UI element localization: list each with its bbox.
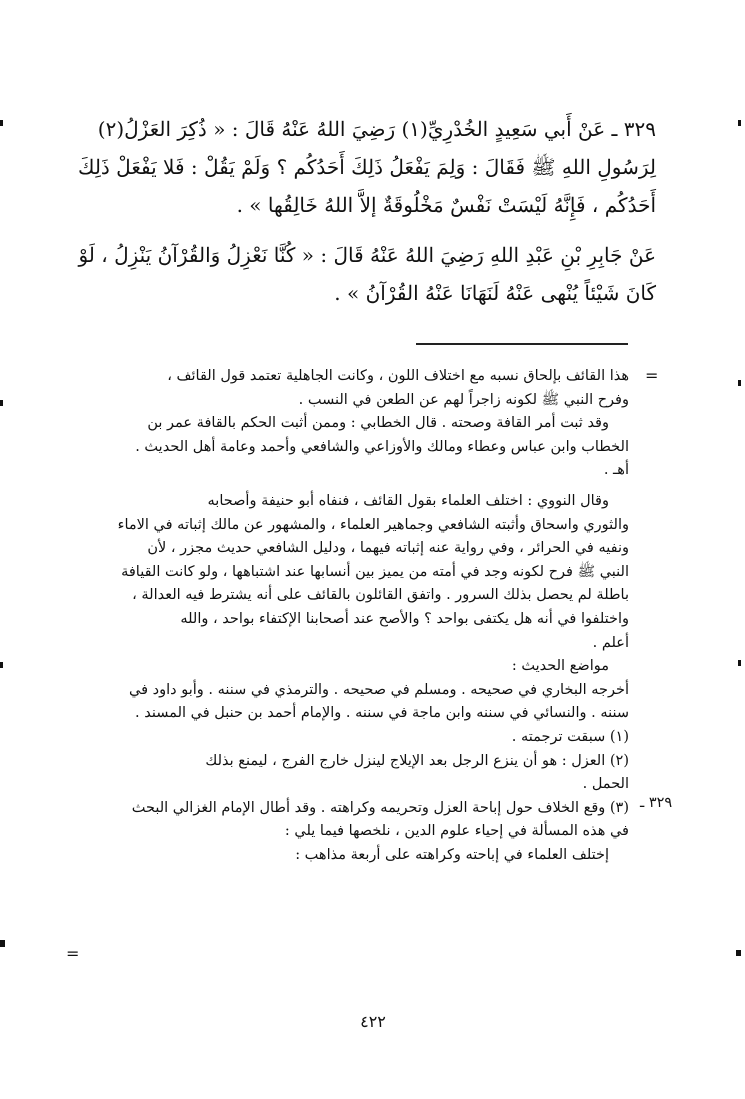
footnote-line: في هذه المسألة في إحياء علوم الدين ، نلخصها فيما يلي : bbox=[284, 823, 629, 840]
footnote-line: أهـ . bbox=[603, 462, 629, 479]
footnote-line: ونفيه في الحرائر ، وفي رواية عنه إثباته فيهما ، ودليل الشافعي حديث مجزر ، لأن bbox=[147, 540, 629, 557]
footnote-line: أخرجه البخاري في صحيحه . ومسلم في صحيحه . والترمذي في سننه . وأبو داود في bbox=[129, 681, 629, 698]
continuation-marker-bottom: = bbox=[66, 944, 80, 963]
footnote-2: (٢) العزل : هو أن ينزع الرجل بعد الإيلاج لينزل خارج الفرج ، ليمنع بذلك bbox=[205, 752, 629, 769]
footnote-heading: مواضع الحديث : bbox=[511, 658, 609, 675]
scan-mark bbox=[738, 660, 741, 666]
footnote-1: (١) سبقت ترجمته . bbox=[511, 728, 629, 745]
footnote-line: الحمل . bbox=[582, 776, 629, 793]
continuation-marker-top: = bbox=[645, 366, 659, 385]
hadith-329-line-1: ٣٢٩ ـ عَنْ أَبي سَعِيدٍ الخُدْرِيِّ(١) رَضِيَ اللهُ عَنْهُ قَالَ : « ذُكِرَ العَزْلُ(٢) bbox=[97, 117, 656, 141]
footnote-line: أعلم . bbox=[592, 634, 629, 651]
hadith-jabir bbox=[74, 236, 656, 312]
footnote-line: إختلف العلماء في إباحته وكراهته على أربعة مذاهب : bbox=[295, 846, 609, 863]
footnote-line: النبي ﷺ فرح لكونه وجد في أمته من يميز بين أنسابها عند اشتباهها ، ولو كانت القيافة bbox=[121, 563, 629, 580]
scan-mark bbox=[0, 400, 3, 406]
footnote-line: الخطاب وابن عباس وعطاء ومالك والأوزاعي والشافعي وأحمد وعامة أهل الحديث . bbox=[135, 438, 629, 455]
footnote-hadith-number: ٣٢٩ ـ bbox=[640, 795, 673, 811]
scan-mark bbox=[0, 120, 3, 126]
footnote-line: والثوري واسحاق وأثبته الشافعي وجماهير العلماء ، والمشهور عن مالك إثباته في الاماء bbox=[117, 516, 629, 533]
footnote-line: واختلفوا في أنه هل يكتفى بواحد ؟ والأصح عند أصحابنا الإكتفاء بواحد ، والله bbox=[180, 610, 629, 627]
hadith-jabir-line-1: عَنْ جَابِرِ بْنِ عَبْدِ اللهِ رَضِيَ اللهُ عَنْهُ قَالَ : « كُنَّا نَعْزِلُ وَالقُرْآنُ يَنْزِلُ ، لَوْ bbox=[78, 243, 656, 267]
scan-mark bbox=[0, 940, 5, 947]
footnote-line: سننه . والنسائي في سننه وابن ماجة في سننه . والإمام أحمد بن حنبل في المسند . bbox=[135, 705, 629, 722]
footnote-3: (٣) وقع الخلاف حول إباحة العزل وتحريمه وكراهته . وقد أطال الإمام الغزالي البحث bbox=[131, 799, 629, 816]
hadith-329-line-2: لِرَسُولِ اللهِ ﷺ فَقَالَ : وَلِمَ يَفْعَلُ ذَلِكَ أَحَدُكُم ؟ وَلَمْ يَقُلْ : فَلا يَفْعَلْ ذَلِكَ bbox=[77, 155, 656, 179]
footnote-line: وقال النووي : اختلف العلماء بقول القائف ، فنفاه أبو حنيفة وأصحابه bbox=[207, 492, 609, 509]
footnote-line: باطلة لم يحصل بذلك السرور . واتفق القائلون بالقائف على أنه يشترط فيه العدالة ، bbox=[132, 587, 629, 604]
scan-mark bbox=[736, 950, 741, 956]
footnote-separator bbox=[416, 343, 628, 345]
footnote-line: وقد ثبت أمر القافة وصحته . قال الخطابي : وممن أثبت الحكم بالقافة عمر بن bbox=[147, 415, 609, 432]
hadith-jabir-line-2: كَانَ شَيْئاً يُنْهى عَنْهُ لَنَهَانَا عَنْهُ القُرْآنُ » . bbox=[334, 281, 656, 305]
scan-mark bbox=[0, 662, 3, 668]
hadith-329 bbox=[74, 110, 656, 224]
footnote-line: وفرح النبي ﷺ لكونه زاجراً لهم عن الطعن في النسب . bbox=[298, 391, 629, 408]
scan-mark bbox=[738, 120, 741, 126]
footnotes bbox=[74, 365, 629, 867]
hadith-329-line-3: أَحَدُكُم ، فَإِنَّهُ لَيْسَتْ نَفْسٌ مَخْلُوقَةٌ إلاَّ اللهُ خَالِقُها » . bbox=[236, 193, 656, 217]
footnote-line: هذا القائف بإلحاق نسبه مع اختلاف اللون ، وكانت الجاهلية تعتمد قول القائف ، bbox=[167, 368, 629, 384]
page-number: ٤٢٢ bbox=[360, 1012, 386, 1031]
scan-mark bbox=[738, 380, 741, 386]
